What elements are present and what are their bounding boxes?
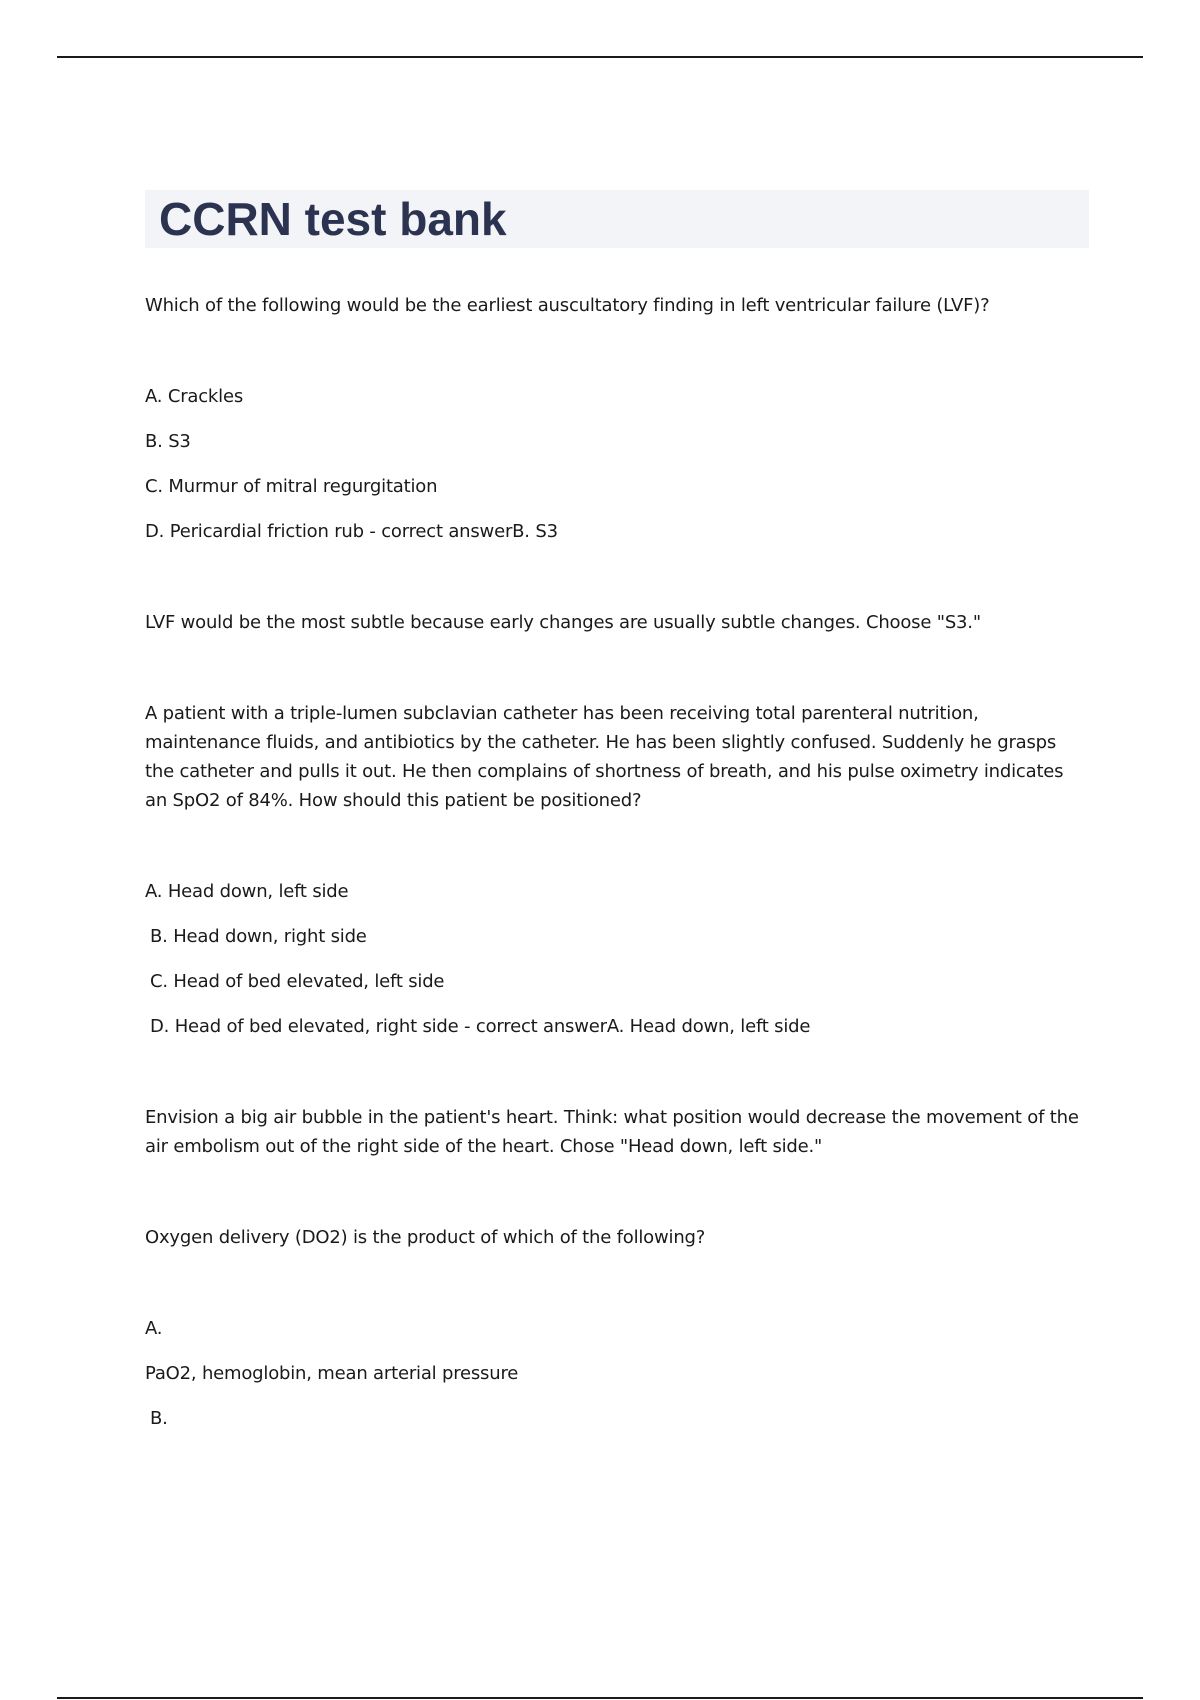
document-title: CCRN test bank <box>159 193 507 245</box>
answer-option: A. <box>145 1318 163 1339</box>
answer-option: B. Head down, right side <box>150 926 367 947</box>
answer-option-with-key: D. Head of bed elevated, right side - correct answerA. Head down, left side <box>150 1016 811 1037</box>
answer-option: C. Murmur of mitral regurgitation <box>145 476 438 497</box>
answer-option-text: PaO2, hemoglobin, mean arterial pressure <box>145 1363 519 1384</box>
answer-option-with-key: D. Pericardial friction rub - correct answerB. S3 <box>145 521 558 542</box>
answer-option: A. Crackles <box>145 386 244 407</box>
rationale-text: Envision a big air bubble in the patient's heart. Think: what position would decrease the movement of the air embolism out of the right side of the heart. Chose "Head down, left side." <box>145 1107 1079 1157</box>
answer-option: A. Head down, left side <box>145 881 349 902</box>
question-text: Which of the following would be the earliest auscultatory finding in left ventricular failure (LVF)? <box>145 295 990 316</box>
rationale-text: LVF would be the most subtle because early changes are usually subtle changes. Choose "S3." <box>145 612 981 633</box>
document-body <box>145 291 1090 1449</box>
title-banner <box>145 190 1089 248</box>
answer-option: C. Head of bed elevated, left side <box>150 971 445 992</box>
question-text: A patient with a triple-lumen subclavian catheter has been receiving total parenteral nutrition, maintenance fluids, and antibiotics by the catheter. He has been slightly confused. Suddenly he grasps the catheter and pulls it out. He then complains of shortness of breath, and his pulse oximetry indicates an SpO2 of 84%. How should this patient be positioned? <box>145 703 1064 811</box>
bottom-rule <box>57 1697 1143 1699</box>
question-text: Oxygen delivery (DO2) is the product of which of the following? <box>145 1227 706 1248</box>
top-rule <box>57 56 1143 58</box>
answer-option: B. S3 <box>145 431 191 452</box>
answer-option: B. <box>150 1408 168 1429</box>
